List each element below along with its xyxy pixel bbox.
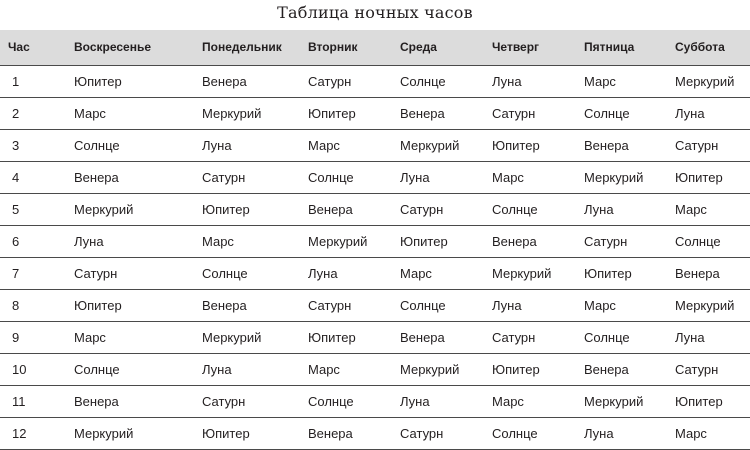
hour-cell: 11 xyxy=(12,393,26,409)
planet-cell: Сатурн xyxy=(675,137,719,153)
table-body xyxy=(0,65,750,449)
planet-cell: Юпитер xyxy=(202,201,250,217)
planet-cell: Сатурн xyxy=(584,233,628,249)
planet-cell: Луна xyxy=(675,329,705,345)
hour-cell: 10 xyxy=(12,361,27,377)
planet-cell: Меркурий xyxy=(400,361,460,377)
planet-cell: Марс xyxy=(584,73,616,89)
planet-cell: Луна xyxy=(202,137,232,153)
hour-cell: 2 xyxy=(12,105,20,121)
table-row xyxy=(0,321,750,353)
planet-cell: Меркурий xyxy=(400,137,460,153)
column-header: Понедельник xyxy=(202,40,282,55)
planet-cell: Солнце xyxy=(675,233,721,249)
planet-cell: Марс xyxy=(584,297,616,313)
planet-cell: Юпитер xyxy=(492,137,540,153)
planet-cell: Марс xyxy=(74,329,106,345)
planet-cell: Марс xyxy=(492,393,524,409)
column-header: Вторник xyxy=(308,40,358,55)
planet-cell: Венера xyxy=(584,137,629,153)
planet-cell: Солнце xyxy=(74,361,120,377)
planet-cell: Меркурий xyxy=(308,233,368,249)
planet-cell: Юпитер xyxy=(675,393,723,409)
planet-cell: Сатурн xyxy=(202,393,246,409)
planet-cell: Марс xyxy=(400,265,432,281)
planet-cell: Марс xyxy=(308,361,340,377)
table-row xyxy=(0,257,750,289)
planet-cell: Меркурий xyxy=(74,201,134,217)
table-row xyxy=(0,161,750,193)
planet-cell: Сатурн xyxy=(400,201,444,217)
planet-cell: Солнце xyxy=(308,169,354,185)
planet-cell: Марс xyxy=(675,201,707,217)
planet-cell: Солнце xyxy=(202,265,248,281)
planet-cell: Венера xyxy=(308,425,353,441)
hour-cell: 12 xyxy=(12,425,27,441)
table-row xyxy=(0,385,750,417)
planet-cell: Солнце xyxy=(492,425,538,441)
planet-cell: Луна xyxy=(584,201,614,217)
planet-cell: Луна xyxy=(202,361,232,377)
table-row xyxy=(0,417,750,449)
hour-cell: 4 xyxy=(12,169,20,185)
planet-cell: Меркурий xyxy=(202,105,262,121)
table-row xyxy=(0,65,750,97)
planet-cell: Солнце xyxy=(400,297,446,313)
hour-cell: 9 xyxy=(12,329,20,345)
planet-cell: Меркурий xyxy=(584,393,644,409)
planet-cell: Сатурн xyxy=(675,361,719,377)
planet-cell: Солнце xyxy=(584,105,630,121)
planet-cell: Марс xyxy=(308,137,340,153)
table-row xyxy=(0,193,750,225)
planet-cell: Сатурн xyxy=(202,169,246,185)
planet-cell: Меркурий xyxy=(584,169,644,185)
planet-cell: Венера xyxy=(492,233,537,249)
planet-cell: Венера xyxy=(584,361,629,377)
planet-cell: Солнце xyxy=(400,73,446,89)
column-header: Пятница xyxy=(584,40,635,55)
column-header: Час xyxy=(8,40,30,55)
night-hours-table-container xyxy=(0,30,750,447)
page-title: Таблица ночных часов xyxy=(277,3,473,22)
planet-cell: Сатурн xyxy=(492,105,536,121)
planet-cell: Марс xyxy=(675,425,707,441)
planet-cell: Венера xyxy=(202,297,247,313)
table-row xyxy=(0,225,750,257)
table-header xyxy=(0,30,750,65)
planet-cell: Марс xyxy=(492,169,524,185)
hour-cell: 7 xyxy=(12,265,20,281)
hour-cell: 6 xyxy=(12,233,20,249)
planet-cell: Меркурий xyxy=(675,73,735,89)
planet-cell: Солнце xyxy=(492,201,538,217)
table-row xyxy=(0,129,750,161)
planet-cell: Луна xyxy=(400,393,430,409)
planet-cell: Венера xyxy=(675,265,720,281)
planet-cell: Солнце xyxy=(584,329,630,345)
planet-cell: Юпитер xyxy=(584,265,632,281)
planet-cell: Луна xyxy=(400,169,430,185)
hour-cell: 3 xyxy=(12,137,20,153)
planet-cell: Юпитер xyxy=(400,233,448,249)
night-hours-table xyxy=(0,30,750,450)
planet-cell: Меркурий xyxy=(675,297,735,313)
planet-cell: Юпитер xyxy=(492,361,540,377)
planet-cell: Марс xyxy=(202,233,234,249)
table-row xyxy=(0,353,750,385)
column-header: Воскресенье xyxy=(74,40,152,55)
column-header: Среда xyxy=(400,40,437,55)
planet-cell: Юпитер xyxy=(675,169,723,185)
planet-cell: Сатурн xyxy=(308,297,352,313)
planet-cell: Венера xyxy=(74,393,119,409)
planet-cell: Солнце xyxy=(74,137,120,153)
planet-cell: Юпитер xyxy=(308,329,356,345)
hour-cell: 8 xyxy=(12,297,20,313)
planet-cell: Венера xyxy=(308,201,353,217)
planet-cell: Венера xyxy=(400,105,445,121)
planet-cell: Венера xyxy=(202,73,247,89)
planet-cell: Солнце xyxy=(308,393,354,409)
planet-cell: Венера xyxy=(400,329,445,345)
column-header: Четверг xyxy=(492,40,540,55)
planet-cell: Луна xyxy=(492,297,522,313)
table-row xyxy=(0,97,750,129)
planet-cell: Юпитер xyxy=(202,425,250,441)
planet-cell: Юпитер xyxy=(74,297,122,313)
planet-cell: Меркурий xyxy=(202,329,262,345)
planet-cell: Луна xyxy=(492,73,522,89)
table-row xyxy=(0,289,750,321)
planet-cell: Луна xyxy=(675,105,705,121)
planet-cell: Сатурн xyxy=(400,425,444,441)
planet-cell: Юпитер xyxy=(74,73,122,89)
planet-cell: Луна xyxy=(584,425,614,441)
planet-cell: Луна xyxy=(308,265,338,281)
planet-cell: Сатурн xyxy=(492,329,536,345)
planet-cell: Сатурн xyxy=(308,73,352,89)
hour-cell: 1 xyxy=(12,73,20,89)
header-row xyxy=(0,30,750,65)
planet-cell: Марс xyxy=(74,105,106,121)
planet-cell: Венера xyxy=(74,169,119,185)
column-header: Суббота xyxy=(675,40,725,55)
planet-cell: Луна xyxy=(74,233,104,249)
planet-cell: Юпитер xyxy=(308,105,356,121)
planet-cell: Меркурий xyxy=(74,425,134,441)
planet-cell: Меркурий xyxy=(492,265,552,281)
hour-cell: 5 xyxy=(12,201,20,217)
planet-cell: Сатурн xyxy=(74,265,118,281)
